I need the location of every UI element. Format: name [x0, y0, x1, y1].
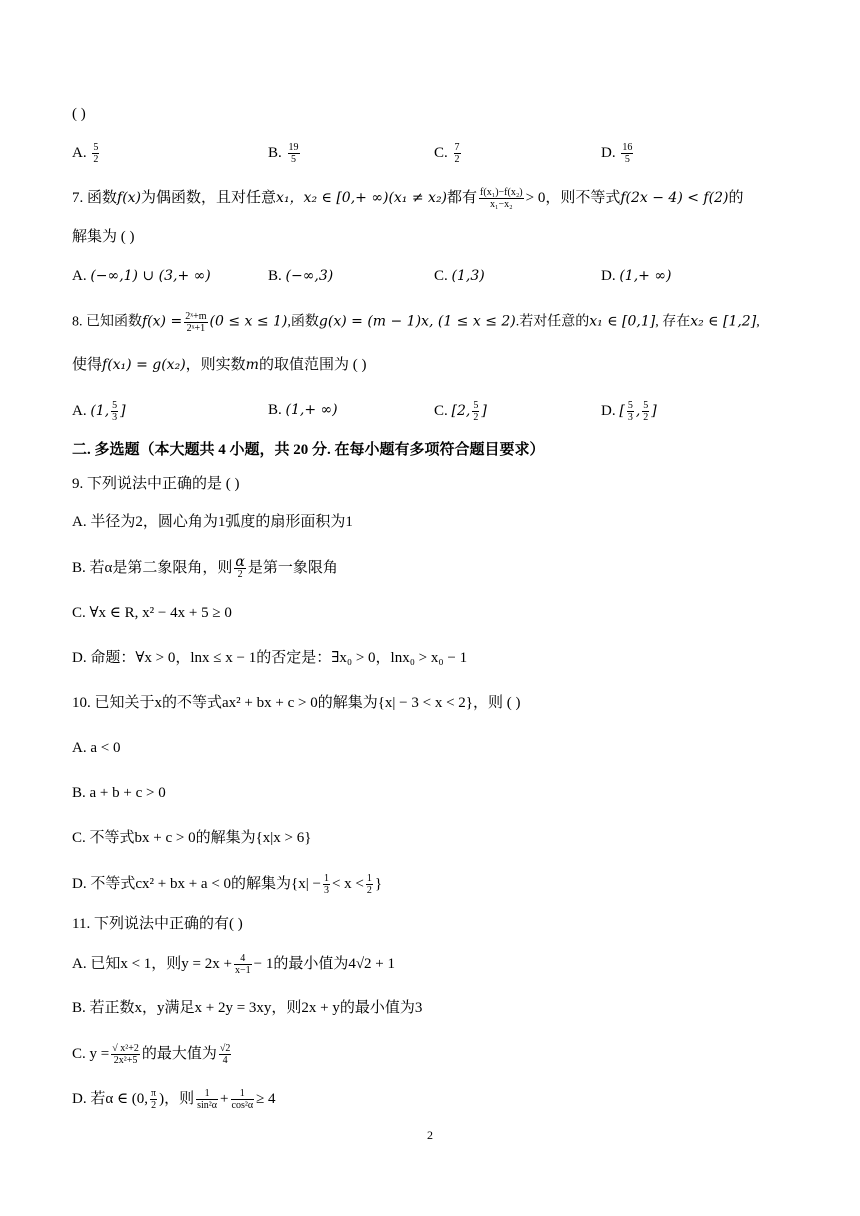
q9-option-c: C. ∀x ∈ R, x² − 4x + 5 ≥ 0 — [72, 605, 232, 621]
q7-option-d: D. (1,+ ∞) — [601, 268, 672, 284]
q11-option-b: B. 若正数x，y满足x + 2y = 3xy，则2x + y的最小值为3 — [72, 1000, 423, 1016]
q10-stem: 10. 已知关于x的不等式ax² + bx + c > 0的解集为{x| − 3 < x < 2}，则 ( ) — [72, 695, 521, 711]
q7-stem-line1: 7. 函数f(x)为偶函数，且对任意x₁，x₂ ∈ [0,+ ∞)(x₁ ≠ x₂)都有 $\frac{\text{f(x₁)−f(x₂)}}{\text{x₁−x₂}}$ > 0，则不等式f(2x − 4) < f(2)的 — [72, 187, 744, 210]
q11-option-c: C. y = $\frac{\text{√ x²+2}}{\text{2x²+5}}$ 的最大值为 $\frac{√2}{4}$ — [72, 1043, 231, 1066]
q8-option-d: D. [ $\frac{5}{3}$ , $\frac{5}{2}$ ] — [601, 400, 657, 423]
q6-option-c: C. $\frac{7}{2}$ — [434, 142, 460, 165]
q7-option-c: C. (1,3) — [434, 268, 485, 284]
q7-option-b: B. (−∞,3) — [268, 268, 334, 284]
q10-option-a: A. a < 0 — [72, 740, 121, 756]
q6-answer-blank: ( ) — [72, 106, 86, 122]
q7-stem-line2: 解集为 ( ) — [72, 229, 135, 245]
q8-option-a: A. (1, $\frac{5}{3}$ ] — [72, 400, 126, 423]
q9-stem: 9. 下列说法中正确的是 ( ) — [72, 476, 240, 492]
q9-option-a: A. 半径为2，圆心角为1弧度的扇形面积为1 — [72, 514, 353, 530]
section-heading: 二. 多选题（本大题共 4 小题，共 20 分. 在每小题有多项符合题目要求） — [72, 442, 545, 458]
q8-option-c: C. [2, $\frac{5}{2}$ ] — [434, 400, 487, 423]
q10-option-c: C. 不等式bx + c > 0的解集为{x|x > 6} — [72, 830, 312, 846]
q6-option-b: B. $\frac{19}{5}$ — [268, 142, 299, 165]
q11-stem: 11. 下列说法中正确的有( ) — [72, 916, 243, 932]
q9-option-b: B. 若α是第二象限角，则 $\frac{\alpha}{2}$ 是第一象限角 — [72, 554, 338, 580]
q8-option-b: B. (1,+ ∞) — [268, 402, 338, 418]
q8-stem-line2: 使得f(x₁) = g(x₂)，则实数m的取值范围为 ( ) — [72, 357, 367, 373]
q7-option-a: A. (−∞,1) ∪ (3,+ ∞) — [72, 268, 211, 284]
q6-option-a: A. $\frac{5}{2}$ — [72, 142, 99, 165]
q11-option-d: D. 若α ∈ (0, $\frac{\pi}{2}$ )，则 $\frac{1}{\text{sin²α}}$ + $\frac{1}{\text{cos²α}}$ ≥ 4 — [72, 1088, 276, 1111]
q8-stem-line1: 8. 已知函数f(x) = $\frac{\text{2ˣ+m}}{\text{2ˣ+1}}$ (0 ≤ x ≤ 1),函数g(x) = (m − 1)x, (1 ≤ x ≤ 2).若对任意的x₁ ∈ [0,1], 存在x₂ ∈ [1,2], — [72, 311, 760, 334]
q10-option-b: B. a + b + c > 0 — [72, 785, 166, 801]
q10-option-d: D. 不等式cx² + bx + a < 0的解集为{x| − $\frac{1}{3}$ < x < $\frac{1}{2}$ } — [72, 873, 383, 896]
q11-option-a: A. 已知x < 1，则y = 2x + $\frac{4}{x-1}$ − 1的最小值为4√2 + 1 — [72, 953, 396, 976]
q9-option-d: D. 命题：∀x > 0，lnx ≤ x − 1的否定是：∃x₀ > 0，lnx₀ > x₀ − 1 — [72, 650, 468, 666]
q6-option-d: D. $\frac{16}{5}$ — [601, 142, 633, 165]
page-number: 2 — [427, 1128, 433, 1142]
